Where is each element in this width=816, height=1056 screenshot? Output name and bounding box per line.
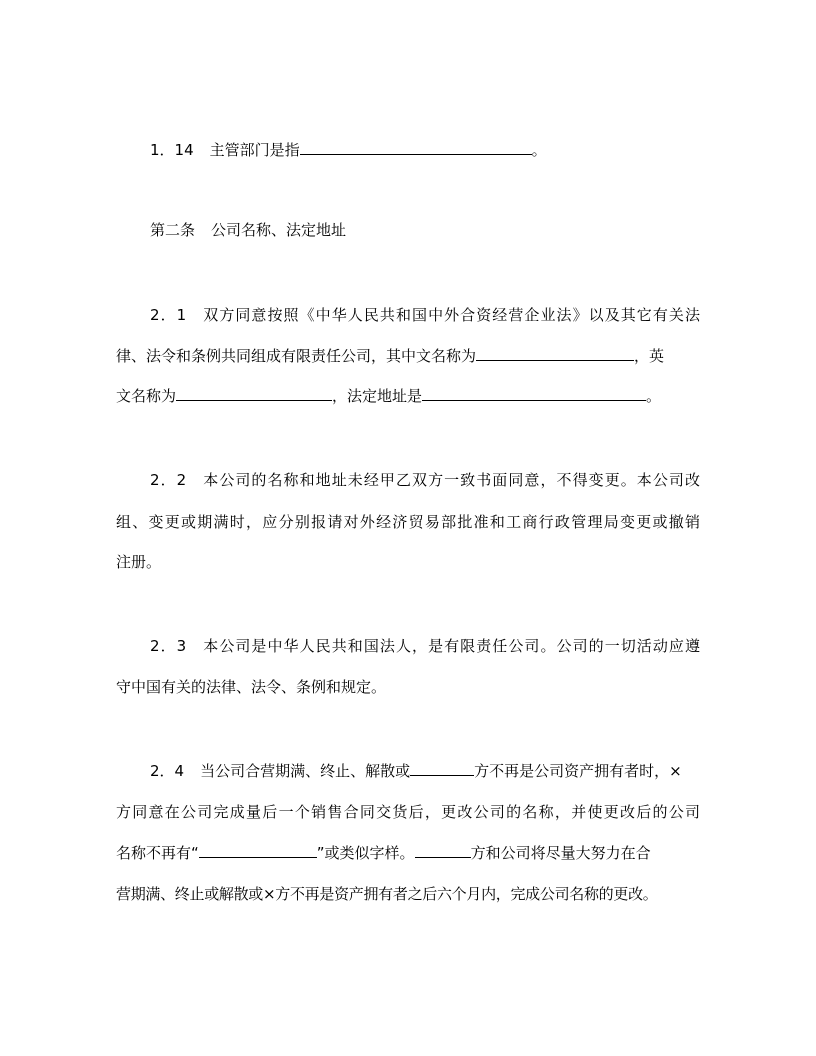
clause-2-1-line-1 <box>150 305 700 325</box>
clause-number: 1．14 <box>150 141 194 159</box>
clause-2-4-line-1 <box>150 761 700 781</box>
blank-field-english-name[interactable] <box>176 386 332 401</box>
clause-2-3-line-2 <box>116 677 700 697</box>
clause-2-2-line-2 <box>116 512 700 532</box>
clause-text: 文名称为 <box>116 387 177 405</box>
clause-text: 。 <box>646 387 662 405</box>
clause-text: 方不再是公司资产拥有者时，× <box>474 762 682 780</box>
clause-number: 2．2 <box>150 471 187 489</box>
clause-text: 组、变更或期满时，应分别报请对外经济贸易部批准和工商行政管理局变更或撤销 <box>116 513 700 531</box>
clause-text: 当公司合营期满、终止、解散或 <box>200 762 411 780</box>
clause-text: 守中国有关的法律、法令、条例和规定。 <box>116 678 387 696</box>
clause-text: 注册。 <box>116 553 162 571</box>
clause-text: 律、法令和条例共同组成有限责任公司，其中文名称为 <box>116 347 477 365</box>
clause-2-4-line-4 <box>116 884 700 904</box>
clause-text: ，英 <box>634 347 665 365</box>
clause-1-14 <box>150 140 700 160</box>
clause-2-1-line-2 <box>116 346 700 366</box>
clause-2-1-line-3 <box>116 386 700 406</box>
clause-number: 2．1 <box>150 306 187 324</box>
blank-field-party-2[interactable] <box>415 843 471 858</box>
clause-text: 。 <box>531 141 547 159</box>
clause-number: 2．4 <box>150 762 185 780</box>
clause-text: 营期满、终止或解散或×方不再是资产拥有者之后六个月内，完成公司名称的更改。 <box>116 885 658 903</box>
blank-field-chinese-name[interactable] <box>476 346 634 361</box>
clause-text: 双方同意按照《中华人民共和国中外合资经营企业法》以及其它有关法 <box>202 306 700 324</box>
article-2-heading <box>150 220 700 240</box>
clause-text: 主管部门是指 <box>209 141 300 159</box>
clause-text: 名称不再有“ <box>116 844 199 862</box>
blank-field-name-words[interactable] <box>199 843 317 858</box>
clause-text: 方和公司将尽量大努力在合 <box>470 844 651 862</box>
clause-2-2-line-1 <box>150 470 700 490</box>
blank-field-party[interactable] <box>410 761 474 776</box>
article-title: 第二条 <box>150 221 196 239</box>
clause-text: ，法定地址是 <box>332 387 423 405</box>
clause-2-3-line-1 <box>150 636 700 656</box>
blank-field-legal-address[interactable] <box>422 386 646 401</box>
article-subject: 公司名称、法定地址 <box>211 221 347 239</box>
blank-field[interactable] <box>300 140 532 155</box>
clause-2-4-line-3 <box>116 843 700 863</box>
clause-text: 本公司的名称和地址未经甲乙双方一致书面同意，不得变更。本公司改 <box>202 471 700 489</box>
clause-text: 本公司是中华人民共和国法人，是有限责任公司。公司的一切活动应遵 <box>202 637 700 655</box>
clause-2-4-line-2 <box>116 802 700 822</box>
clause-number: 2．3 <box>150 637 187 655</box>
clause-text: ”或类似字样。 <box>316 844 415 862</box>
clause-2-2-line-3 <box>116 552 700 572</box>
clause-text: 方同意在公司完成量后一个销售合同交货后，更改公司的名称，并使更改后的公司 <box>116 803 700 821</box>
